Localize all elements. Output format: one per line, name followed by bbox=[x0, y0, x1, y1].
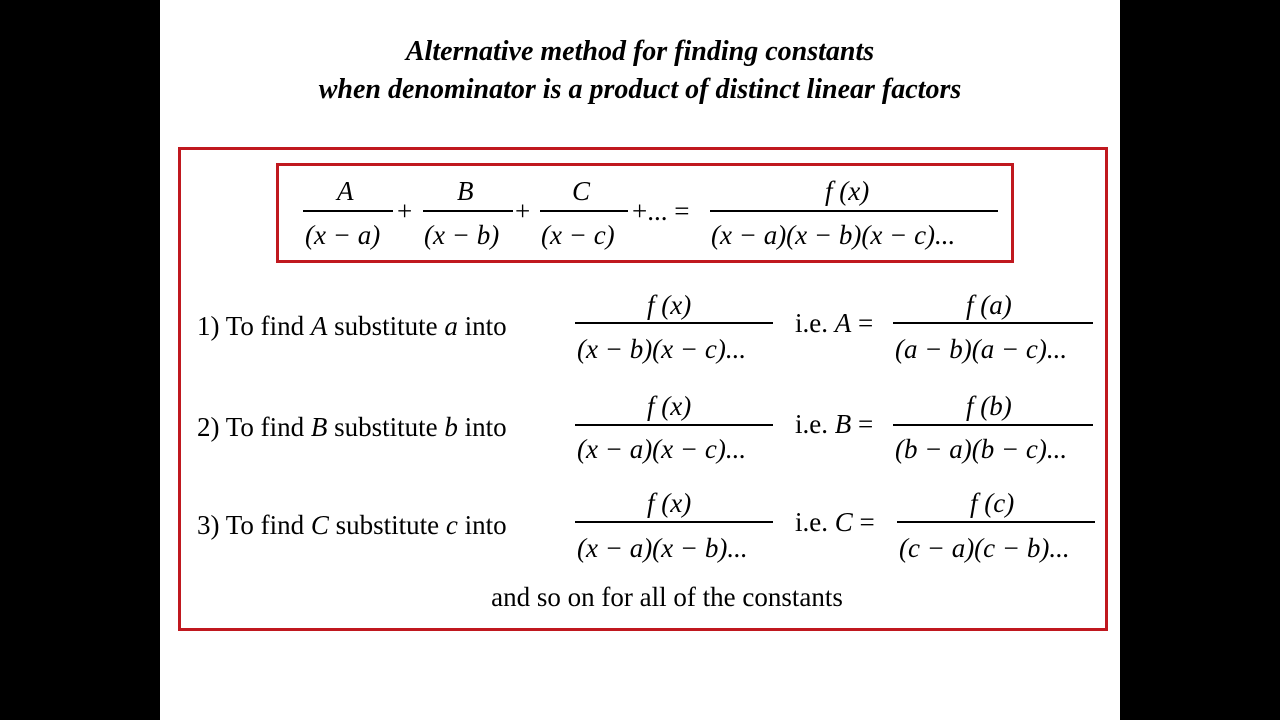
step-1-fraction-bar bbox=[575, 322, 773, 324]
step-3-ie bbox=[795, 509, 875, 536]
step-3-text bbox=[197, 512, 507, 539]
step-3-mid: substitute bbox=[328, 510, 446, 540]
step-2-text bbox=[197, 414, 507, 441]
step-2-prefix: 2) To find bbox=[197, 412, 311, 442]
title-line-1: Alternative method for finding constants bbox=[405, 36, 875, 67]
term-a-fraction-bar bbox=[303, 210, 393, 212]
step-1-result-denominator: (a − b)(a − c)... bbox=[895, 334, 1068, 364]
step-1-result-bar bbox=[893, 322, 1093, 324]
step-3-result-bar bbox=[897, 521, 1095, 523]
term-b-numerator: B bbox=[457, 176, 474, 206]
step-2-fraction-denominator: (x − a)(x − c)... bbox=[577, 434, 747, 464]
ellipsis-equals: +... = bbox=[632, 196, 690, 226]
term-b-fraction-bar bbox=[423, 210, 513, 212]
step-3-constant: C bbox=[310, 510, 329, 540]
term-c-denominator: (x − c) bbox=[541, 220, 615, 250]
step-1-variable: a bbox=[444, 311, 458, 341]
step-1-suffix: into bbox=[457, 311, 507, 341]
step-3-suffix: into bbox=[457, 510, 507, 540]
step-2-variable: b bbox=[444, 412, 458, 442]
step-2-ie-constant: B bbox=[834, 409, 852, 439]
step-3-fraction-numerator: f (x) bbox=[647, 488, 692, 518]
step-2-constant: B bbox=[310, 412, 328, 442]
step-2-fraction-numerator: f (x) bbox=[647, 391, 692, 421]
step-2-result-denominator: (b − a)(b − c)... bbox=[895, 434, 1068, 464]
step-2-suffix: into bbox=[457, 412, 507, 442]
step-1-result-numerator: f (a) bbox=[966, 290, 1012, 320]
step-3-variable: c bbox=[445, 510, 458, 540]
step-3-fraction-denominator: (x − a)(x − b)... bbox=[577, 533, 748, 563]
title-line-2: when denominator is a product of distinct linear factors bbox=[318, 74, 962, 105]
step-2-mid: substitute bbox=[327, 412, 445, 442]
term-a-numerator: A bbox=[337, 176, 354, 206]
step-1-constant: A bbox=[310, 311, 328, 341]
step-3-ie-constant: C bbox=[834, 507, 853, 537]
step-1-ie-constant: A bbox=[834, 308, 852, 338]
term-c-numerator: C bbox=[572, 176, 591, 206]
rhs-denominator: (x − a)(x − b)(x − c)... bbox=[711, 220, 956, 250]
term-c-fraction-bar bbox=[540, 210, 628, 212]
step-1-fraction-denominator: (x − b)(x − c)... bbox=[577, 334, 747, 364]
plus-sign-1: + bbox=[397, 196, 413, 226]
step-2-result-bar bbox=[893, 424, 1093, 426]
step-3-ie-label: i.e. bbox=[795, 507, 835, 537]
step-2-ie-label: i.e. bbox=[795, 409, 835, 439]
term-b-denominator: (x − b) bbox=[424, 220, 500, 250]
footer-note: and so on for all of the constants bbox=[491, 582, 843, 612]
step-3-result-numerator: f (c) bbox=[970, 488, 1015, 518]
step-1-ie bbox=[795, 310, 873, 337]
step-1-ie-label: i.e. bbox=[795, 308, 835, 338]
step-2-equals: = bbox=[851, 409, 874, 439]
rhs-numerator: f (x) bbox=[825, 176, 870, 206]
step-1-equals: = bbox=[851, 308, 874, 338]
step-3-prefix: 3) To find bbox=[197, 510, 311, 540]
step-1-prefix: 1) To find bbox=[197, 311, 311, 341]
step-1-mid: substitute bbox=[327, 311, 445, 341]
step-2-ie bbox=[795, 411, 873, 438]
term-a-denominator: (x − a) bbox=[305, 220, 381, 250]
step-3-equals: = bbox=[852, 507, 875, 537]
plus-sign-2: + bbox=[515, 196, 531, 226]
step-2-result-numerator: f (b) bbox=[966, 391, 1012, 421]
step-3-result-denominator: (c − a)(c − b)... bbox=[899, 533, 1070, 563]
rhs-fraction-bar bbox=[710, 210, 998, 212]
step-2-fraction-bar bbox=[575, 424, 773, 426]
step-3-fraction-bar bbox=[575, 521, 773, 523]
step-1-text bbox=[197, 313, 507, 340]
step-1-fraction-numerator: f (x) bbox=[647, 290, 692, 320]
